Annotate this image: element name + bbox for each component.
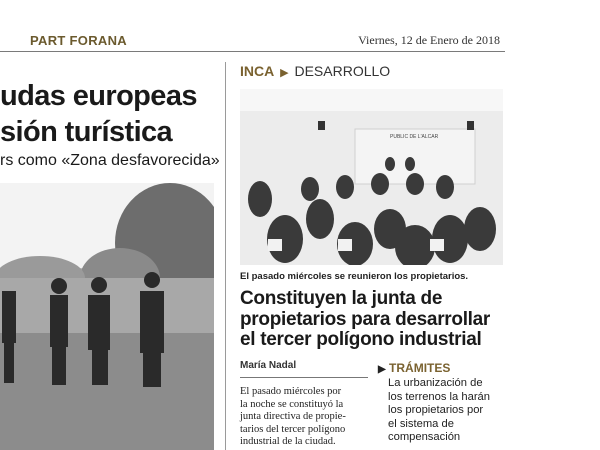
- left-subheadline: rs como «Zona desfavorecida»: [0, 152, 220, 169]
- article-tag: [240, 63, 390, 79]
- field-photo-illustration: [0, 183, 214, 450]
- triangle-right-icon: ▶: [378, 364, 386, 375]
- headline-line: propietarios para desarrollar: [240, 308, 491, 330]
- byline-divider: [240, 377, 368, 378]
- meeting-photo-illustration: [240, 89, 503, 265]
- body-line: tarios del tercer polígono: [240, 423, 346, 435]
- tag-section: INCA: [240, 63, 275, 79]
- body-line: junta directiva de propie-: [240, 411, 346, 422]
- headline-line: Constituyen la junta de: [240, 288, 443, 309]
- photo-caption: El pasado miércoles se reunieron los propietarios.: [240, 271, 469, 282]
- author-byline: María Nadal: [240, 360, 297, 371]
- sidebar-text: [388, 377, 508, 445]
- sidebar-line: compensación: [388, 431, 461, 443]
- left-headline-line-2: sión turística: [0, 116, 173, 148]
- triangle-right-icon: ▶: [280, 67, 289, 79]
- body-line: la noche se constituyó la: [240, 398, 344, 410]
- issue-date: Viernes, 12 de Enero de 2018: [358, 33, 500, 47]
- body-line: El pasado miércoles por: [240, 386, 342, 397]
- header-divider: [0, 51, 505, 52]
- left-article-photo: [0, 183, 214, 450]
- article-headline: [240, 289, 505, 351]
- sidebar-line: La urbanización de: [388, 377, 483, 389]
- column-divider: [225, 62, 226, 450]
- sidebar-title-text: TRÁMITES: [389, 361, 451, 375]
- sidebar-line: los propietarios por: [388, 404, 484, 416]
- headline-line: el tercer polígono industrial: [240, 329, 482, 350]
- stage-sign: PUBLIC DE L'ALCAR: [390, 134, 439, 140]
- article-body: [240, 386, 368, 449]
- left-headline-line-1: udas europeas: [0, 80, 197, 112]
- sidebar-line: los terrenos la harán: [388, 390, 490, 403]
- meeting-photo: [240, 89, 503, 265]
- sidebar-line: el sistema de: [388, 417, 454, 430]
- sidebar-title: [378, 361, 450, 375]
- body-line: industrial de la ciudad.: [240, 436, 336, 447]
- section-label: PART FORANA: [30, 33, 127, 48]
- tag-topic: DESARROLLO: [294, 63, 391, 79]
